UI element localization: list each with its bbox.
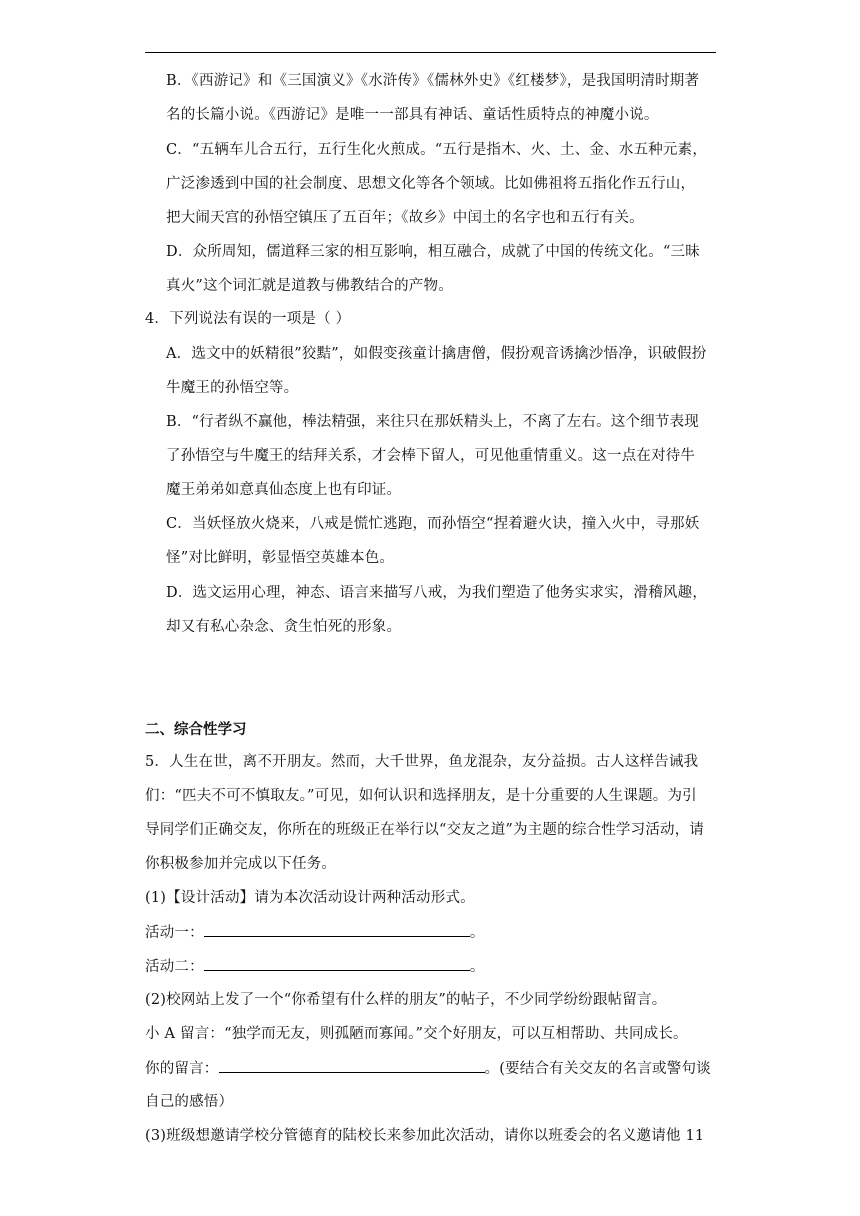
q4-option-d-line1: D．选文运用心理，神态、语言来描写八戒，为我们塑造了他务实求实，滑稽风趣， xyxy=(166,585,708,601)
q4-option-d-line2: 却又有私心杂念、贪生怕死的形象。 xyxy=(166,619,402,635)
activity1-label: 活动一： xyxy=(145,925,204,941)
q5-part3: (3)班级想邀请学校分管德育的陆校长来参加此次活动，请你以班委会的名义邀请他 11 xyxy=(145,1128,705,1144)
q3-option-c-line3: 把大闹天宫的孙悟空镇压了五百年；《故乡》中闰土的名字也和五行有关。 xyxy=(166,210,644,226)
q4-option-a-line1: A．选文中的妖精很”狡黠”，如假变孩童计擒唐僧，假扮观音诱擒沙悟净，识破假扮 xyxy=(166,346,707,362)
q3-option-b-line1: B．《西游记》和《三国演义》《水浒传》《儒林外史》《红楼梦》，是我国明清时期著 xyxy=(166,73,700,89)
q3-option-d-line1: D．众所周知，儒道释三家的相互影响，相互融合，成就了中国的传统文化。“三昧 xyxy=(166,244,700,260)
q4-option-b-line3: 魔王弟弟如意真仙态度上也有印证。 xyxy=(166,482,402,498)
your-message-note-line2: 自己的感悟） xyxy=(145,1094,234,1110)
activity2-blank[interactable] xyxy=(204,956,470,971)
q4-option-c-line1: C．当妖怪放火烧来，八戒是慌忙逃跑，而孙悟空“捏着避火诀，撞入火中，寻那妖 xyxy=(166,516,700,532)
q3-option-c-line2: 广泛渗透到中国的社会制度、思想文化等各个领域。比如佛祖将五指化作五行山， xyxy=(166,176,696,192)
q5-stem-line3: 导同学们正确交友，你所在的班级正在举行以“交友之道”为主题的综合性学习活动，请 xyxy=(145,822,705,838)
q5-part2: (2)校网站上发了一个“你希望有什么样的朋友”的帖子，不少同学纷纷跟帖留言。 xyxy=(145,992,667,1008)
xiao-a-message: 小 A 留言：“独学而无友，则孤陋而寡闻。”交个好朋友，可以互相帮助、共同成长。 xyxy=(145,1026,688,1042)
activity2-period: 。 xyxy=(469,959,485,975)
q5-stem-line2: 们：“匹夫不可不慎取友。”可见，如何认识和选择朋友，是十分重要的人生课题。为引 xyxy=(145,788,697,804)
your-message-blank[interactable] xyxy=(219,1058,485,1073)
q3-option-b-line2: 名的长篇小说。《西游记》是唯一一部具有神话、童话性质特点的神魔小说。 xyxy=(166,107,659,123)
activity1-period: 。 xyxy=(469,925,485,941)
your-message-row xyxy=(145,1058,711,1079)
activity2-label: 活动二： xyxy=(145,959,204,975)
q5-part1: (1)【设计活动】请为本次活动设计两种活动形式。 xyxy=(145,890,475,906)
q5-stem-line1: 5．人生在世，离不开朋友。然而，大千世界，鱼龙混杂，友分益损。古人这样告诫我 xyxy=(145,754,699,770)
q4-option-b-line1: B．“行者纵不赢他，棒法精强，来往只在那妖精头上，不离了左右。这个细节表现 xyxy=(166,414,699,430)
top-rule xyxy=(145,52,716,53)
activity1-blank[interactable] xyxy=(204,922,470,937)
your-message-label: 你的留言： xyxy=(145,1061,219,1077)
q5-stem-line4: 你积极参加并完成以下任务。 xyxy=(145,856,337,872)
q4-option-c-line2: 怪”对比鲜明，彰显悟空英雄本色。 xyxy=(166,550,395,566)
q3-option-d-line2: 真火”这个词汇就是道教与佛教结合的产物。 xyxy=(166,278,453,294)
activity2-row xyxy=(145,956,485,977)
q4-option-a-line2: 牛魔王的孙悟空等。 xyxy=(166,380,299,396)
q4-stem: 4．下列说法有误的一项是（ ） xyxy=(145,311,351,327)
q4-option-b-line2: 了孙悟空与牛魔王的结拜关系，才会棒下留人，可见他重情重义。这一点在对待牛 xyxy=(166,448,696,464)
section-heading: 二、综合性学习 xyxy=(145,721,247,738)
q3-option-c-line1: C．“五辆车儿合五行，五行生化火煎成。“五行是指木、火、土、金、水五种元素， xyxy=(166,142,708,158)
activity1-row xyxy=(145,922,485,943)
your-message-note: 。(要结合有关交友的名言或警句谈 xyxy=(484,1061,711,1077)
